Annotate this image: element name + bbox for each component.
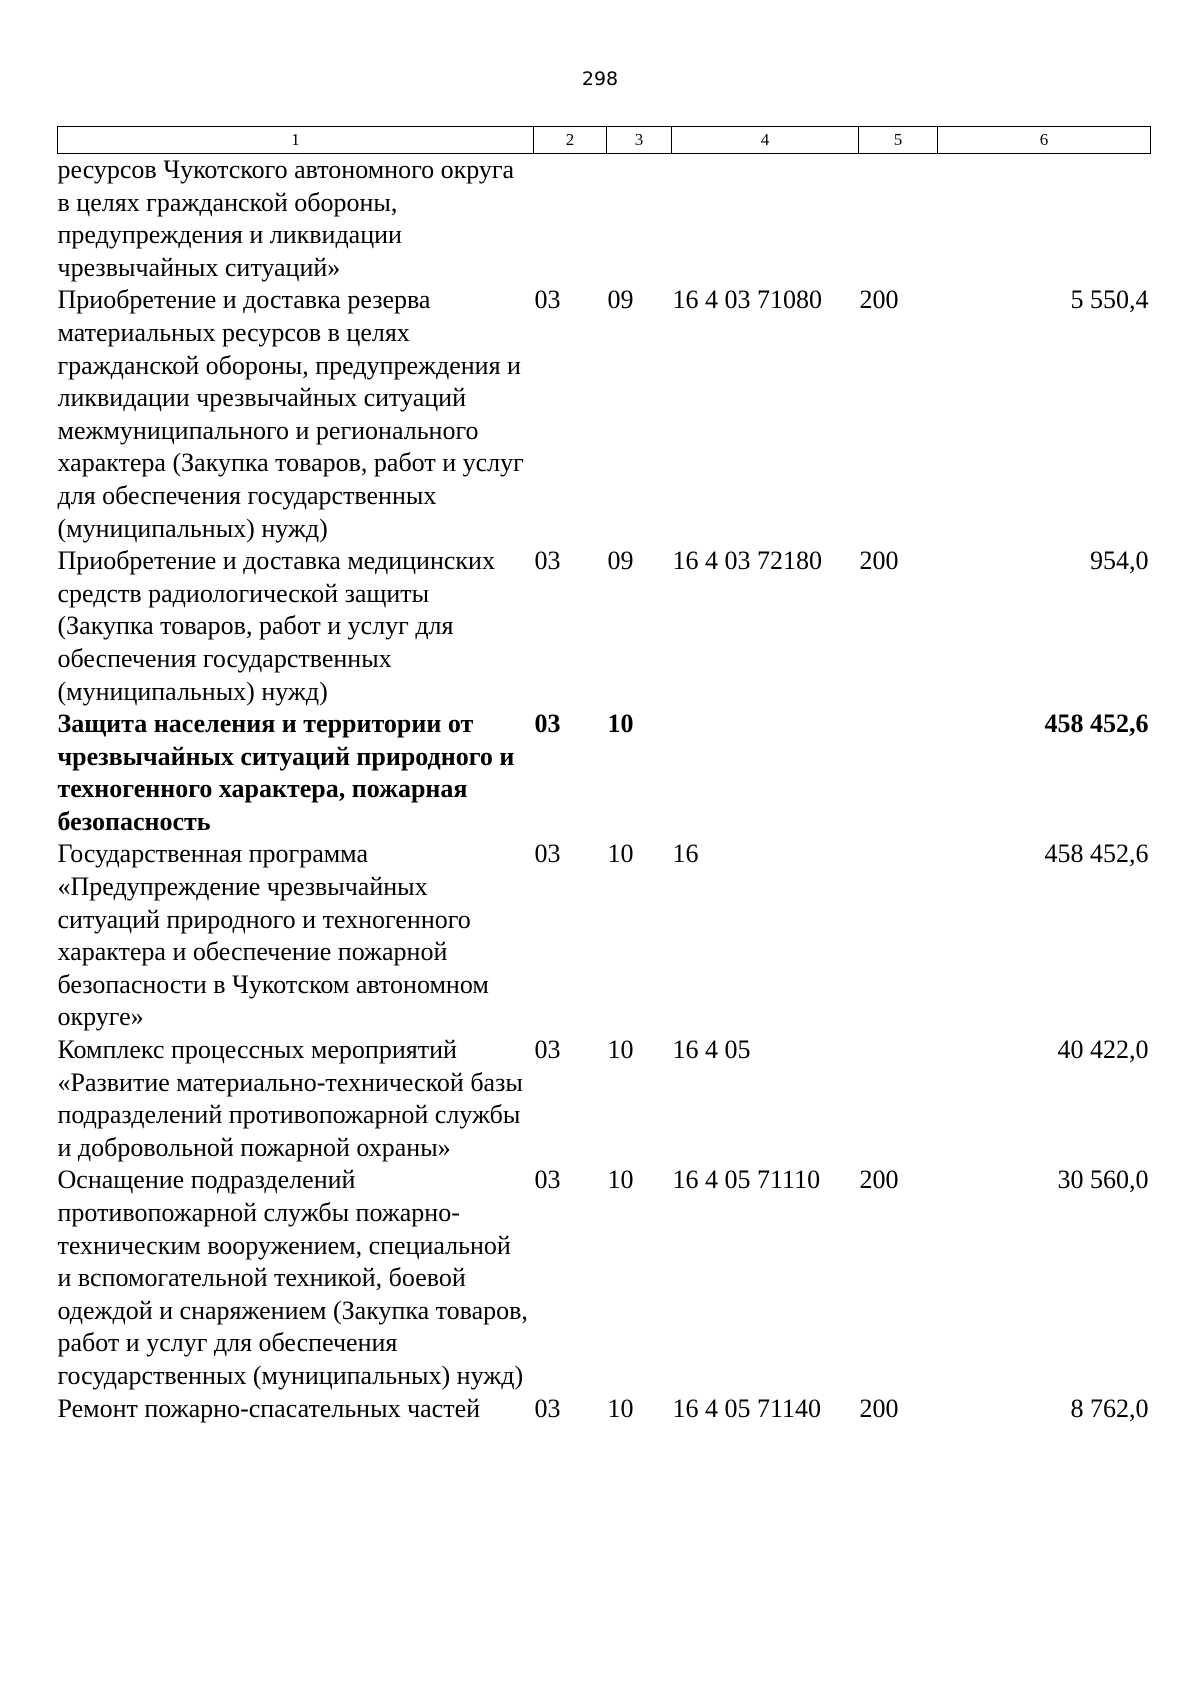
row-target: 16 4 05 71140	[672, 1393, 822, 1423]
row-target: 16 4 05 71110	[672, 1165, 821, 1195]
row-name: Защита населения и территории от чрезвычайных ситуаций природного и техногенного характера, пожарная безопасность	[57, 709, 515, 836]
row-target	[672, 708, 859, 838]
row-target: 16 4 05	[672, 1035, 751, 1065]
row-expense-type	[859, 1034, 938, 1164]
page-number: 298	[581, 68, 619, 90]
row-expense-type: 200	[859, 1393, 899, 1423]
row-amount: 40 422,0	[1057, 1035, 1149, 1065]
row-expense-type: 200	[859, 285, 899, 315]
row-subsection: 09	[607, 285, 634, 315]
row-section: 03	[534, 1393, 561, 1423]
header-col-3: 3	[607, 127, 672, 154]
header-row	[58, 127, 1151, 154]
table-header	[58, 127, 1151, 154]
row-amount: 30 560,0	[1057, 1165, 1149, 1195]
table-row	[58, 154, 1151, 285]
row-amount: 5 550,4	[1070, 285, 1149, 315]
row-subsection: 10	[607, 839, 634, 869]
row-section: 03	[534, 709, 561, 739]
row-name: Оснащение подразделений противопожарной службы пожарно-техническим вооружением, специальной и вспомогательной техникой, боевой одеждой и снаряжением (Закупка товаров, работ и услуг для обеспечения государственных (муниципальных) нужд)	[57, 1165, 528, 1390]
table-row	[58, 545, 1151, 708]
row-expense-type: 200	[859, 546, 899, 576]
row-amount: 458 452,6	[1044, 709, 1149, 739]
row-section: 03	[534, 285, 561, 315]
table-row	[58, 838, 1151, 1034]
header-col-6: 6	[938, 127, 1151, 154]
row-amount: 954,0	[1090, 546, 1149, 576]
row-amount	[938, 154, 1151, 285]
budget-table	[57, 126, 1151, 1425]
row-amount: 8 762,0	[1070, 1393, 1149, 1423]
row-section	[534, 154, 607, 285]
row-name: Приобретение и доставка резерва материальных ресурсов в целях гражданской обороны, предупреждения и ликвидации чрезвычайных ситуаций межмуниципального и регионального характера (Закупка товаров, работ и услуг для обеспечения государственных (муниципальных) нужд)	[57, 285, 524, 543]
table-row	[58, 1393, 1151, 1426]
table-row	[58, 1164, 1151, 1392]
row-expense-type: 200	[859, 1165, 899, 1195]
row-section: 03	[534, 546, 561, 576]
row-name: Государственная программа «Предупреждение чрезвычайных ситуаций природного и техногенного характера и обеспечение пожарной безопасности в Чукотском автономном округе»	[57, 839, 489, 1032]
row-expense-type	[859, 838, 938, 1034]
header-col-5: 5	[859, 127, 938, 154]
header-col-4: 4	[672, 127, 859, 154]
table-body	[58, 154, 1151, 1426]
table-row-section-total	[58, 708, 1151, 838]
row-target: 16 4 03 72180	[672, 546, 822, 576]
row-subsection: 10	[607, 1035, 634, 1065]
header-col-1: 1	[58, 127, 534, 154]
row-name: Ремонт пожарно-спасательных частей	[57, 1393, 481, 1423]
row-subsection	[607, 154, 672, 285]
row-section: 03	[534, 1165, 561, 1195]
row-target: 16	[672, 839, 699, 869]
row-name: Комплекс процессных мероприятий «Развитие материально-технической базы подразделений противопожарной службы и добровольной пожарной охраны»	[57, 1035, 523, 1162]
table-row	[58, 284, 1151, 545]
row-section: 03	[534, 839, 561, 869]
row-name: ресурсов Чукотского автономного округа в целях гражданской обороны, предупреждения и ликвидации чрезвычайных ситуаций»	[57, 155, 515, 282]
row-expense-type	[859, 708, 938, 838]
row-amount: 458 452,6	[1044, 839, 1149, 869]
row-subsection: 10	[607, 1165, 634, 1195]
table-row	[58, 1034, 1151, 1164]
header-col-2: 2	[534, 127, 607, 154]
row-expense-type	[859, 154, 938, 285]
row-section: 03	[534, 1035, 561, 1065]
row-target	[672, 154, 859, 285]
row-subsection: 10	[607, 1393, 634, 1423]
row-subsection: 10	[607, 709, 634, 739]
row-target: 16 4 03 71080	[672, 285, 822, 315]
row-name: Приобретение и доставка медицинских средств радиологической защиты (Закупка товаров, работ и услуг для обеспечения государственных (муниципальных) нужд)	[57, 546, 495, 706]
row-subsection: 09	[607, 546, 634, 576]
